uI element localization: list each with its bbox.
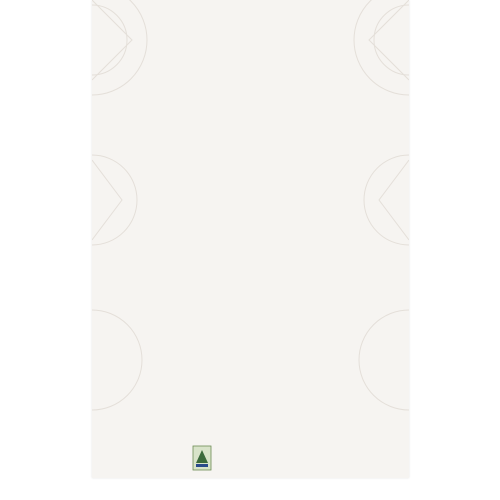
geometric-pattern-decoration bbox=[92, 0, 409, 478]
publisher-logo-icon bbox=[192, 445, 212, 471]
book-page bbox=[92, 0, 409, 478]
